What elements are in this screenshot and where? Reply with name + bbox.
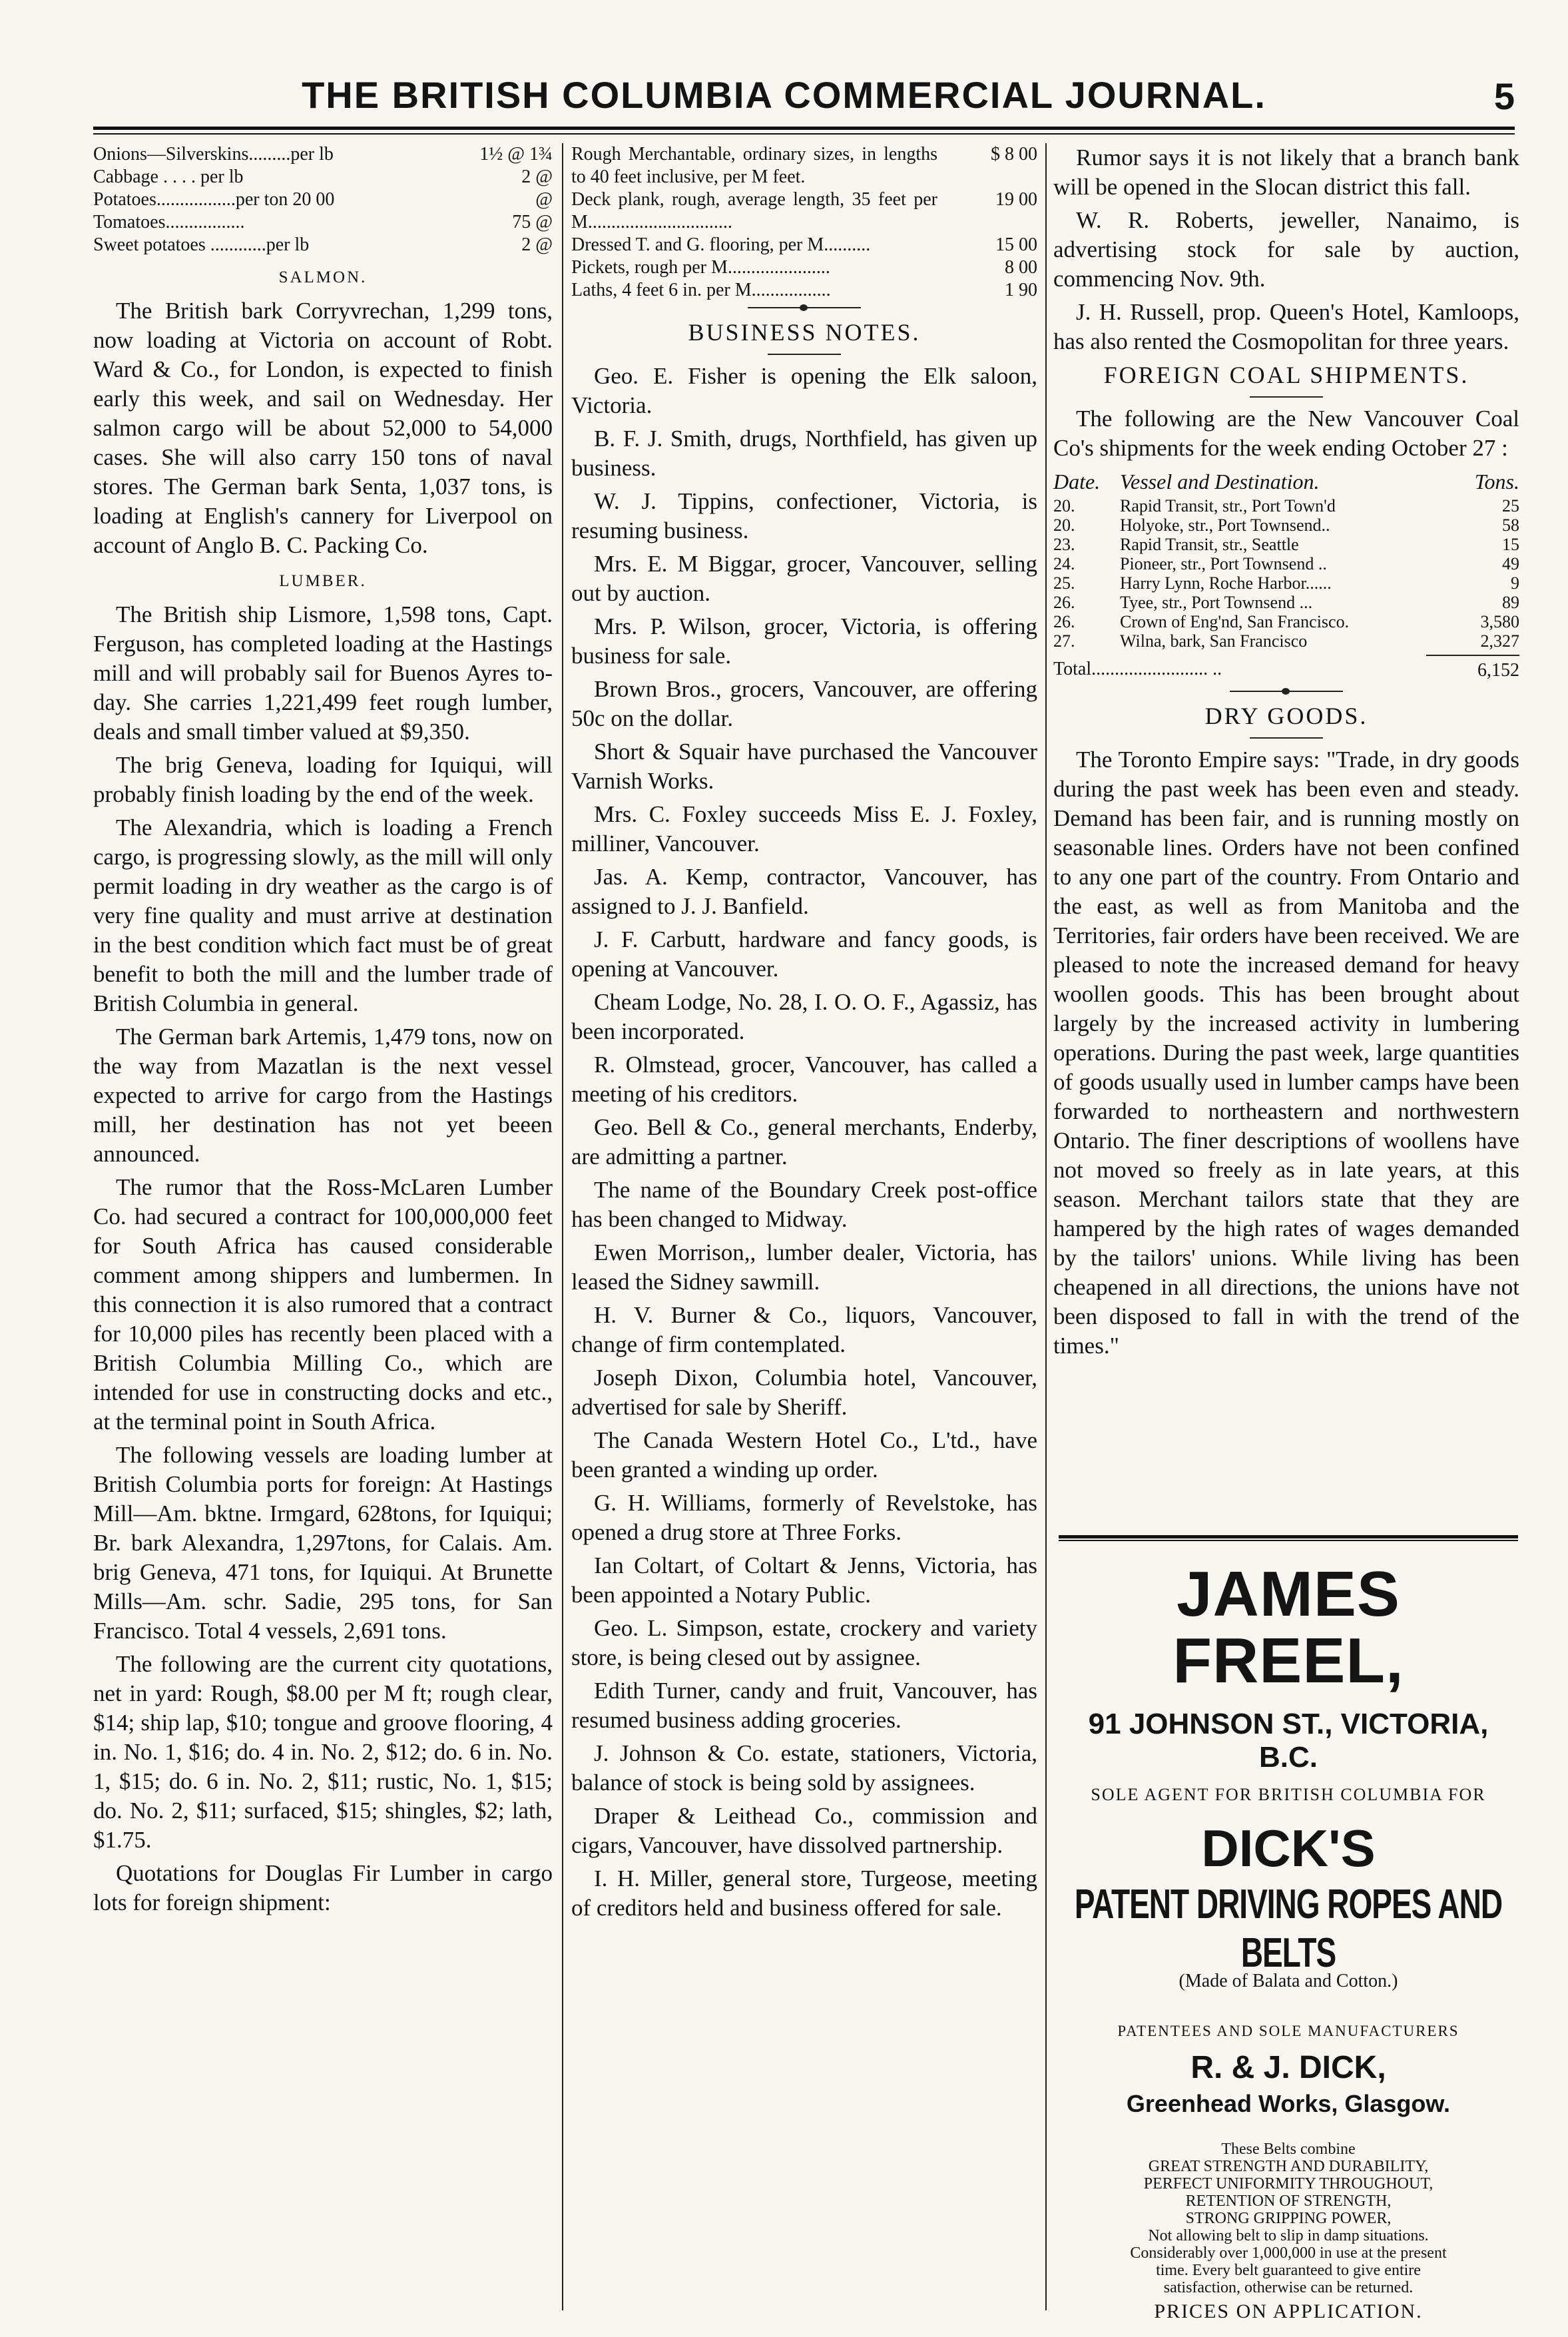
lumber-paragraph: The British ship Lismore, 1,598 tons, Capt. Ferguson, has completed loading at the Hastings mill and will probably sail for Buenos Ayres to-day. She carries 1,221,499 feet rough lumber, deals and small timber valued at $9,350. <box>93 601 553 745</box>
produce-row: Potatoes.................per ton 20 00 @ <box>93 189 553 210</box>
produce-row: Tomatoes................. 75 @ <box>93 212 553 232</box>
ad-rule-thin <box>1059 1540 1518 1541</box>
business-note: G. H. Williams, formerly of Revelstoke, has opened a drug store at Three Forks. <box>571 1490 1037 1545</box>
lumber-paragraph: The rumor that the Ross-McLaren Lumber Co. had secured a contract for 100,000,000 feet for South Africa has caused considerable comment among shippers and lumbermen. In this connection it is also rumored that a contract for 10,000 piles has recently been placed with a British Columbia Milling Co., which are intended for use in constructing docks and etc., at the terminal point in South Africa. <box>93 1174 553 1435</box>
salmon-paragraph: The British bark Corryvrechan, 1,299 tons, now loading at Victoria on account of Robt. Ward & Co., for London, is expected to finish early this week, and sail on Wednesday. Her salmon cargo will be about 52,000 to 54,000 cases. She will also carry 150 tons of naval stores. The German bark Senta, 1,037 tons, is loading at English's cannery for Liverpool on account of Anglo B. C. Packing Co. <box>93 298 553 558</box>
business-note: Edith Turner, candy and fruit, Vancouver, has resumed business adding groceries. <box>571 1678 1037 1733</box>
business-note: W. J. Tippins, confectioner, Victoria, is resuming business. <box>571 488 1037 543</box>
brand-name: DICK'S <box>1201 1819 1376 1877</box>
rate-row: Laths, 4 feet 6 in. per M................. 1 90 <box>571 280 1037 300</box>
business-note: Mrs. E. M Biggar, grocer, Vancouver, selling out by auction. <box>571 551 1037 606</box>
lumber-heading: LUMBER. <box>279 572 367 590</box>
coal-table <box>1053 496 1519 651</box>
coal-table-header: Date. Vessel and Destination. Tons. <box>1053 470 1519 494</box>
table-row: 24. Pioneer, str., Port Townsend .. 49 <box>1053 554 1519 573</box>
business-note: Ewen Morrison,, lumber dealer, Victoria, has leased the Sidney sawmill. <box>571 1239 1037 1295</box>
rate-row: Dressed T. and G. flooring, per M.......... 15 00 <box>571 234 1037 255</box>
section-divider <box>748 307 861 308</box>
header-rule-thin <box>93 133 1515 135</box>
dry-goods-heading: DRY GOODS. <box>1204 703 1368 729</box>
belts-description: These Belts combine GREAT STRENGTH AND DURABILITY, PERFECT UNIFORMITY THROUGHOUT, RETENTION OF STRENGTH, STRONG GRIPPING POWER, Not allowing belt to slip in damp situations. Considerably over 1,000,000 in use at the present time. Every belt guaranteed to give entire satisfaction, otherwise can be returned. <box>1130 2141 1447 2296</box>
header-rule-thick <box>93 127 1515 130</box>
table-row: 23. Rapid Transit, str., Seattle 15 <box>1053 535 1519 554</box>
lumber-paragraph: The Alexandria, which is loading a French cargo, is progressing slowly, as the mill will only permit loading in dry weather as the cargo is of very fine quality and must arrive at destination in the best condition which fact must be of great benefit to both the mill and the lumber trade of British Columbia in general. <box>93 815 553 1016</box>
business-notes-heading: BUSINESS NOTES. <box>688 319 921 346</box>
made-of-line: (Made of Balata and Cotton.) <box>1178 1971 1398 1991</box>
business-note: Geo. E. Fisher is opening the Elk saloon, Victoria. <box>571 363 1037 418</box>
section-divider <box>1230 691 1343 692</box>
ad-rule-thick <box>1059 1535 1518 1538</box>
lumber-paragraph: The following are the current city quotations, net in yard: Rough, $8.00 per M ft; rough clear, $14; ship lap, $10; tongue and groove flooring, 4 in. No. 1, $16; do. 4 in. No. 2, $12; do. 6 in. No. 1, $15; do. 6 in. No. 2, $11; rustic, No. 1, $15; do. No. 2, $11; surfaced, $15; shingles, $2; lath, $1.75. <box>93 1651 553 1853</box>
produce-prices <box>93 143 553 256</box>
page-number: 5 <box>1493 75 1515 117</box>
table-row: 20. Rapid Transit, str., Port Town'd 25 <box>1053 496 1519 515</box>
heading-rule <box>768 354 841 355</box>
business-note: B. F. J. Smith, drugs, Northfield, has given up business. <box>571 426 1037 481</box>
lumber-rates <box>571 143 1037 302</box>
business-note: R. Olmstead, grocer, Vancouver, has called a meeting of his creditors. <box>571 1052 1037 1107</box>
rate-row: Deck plank, rough, average length, 35 feet per M............................... 19 00 <box>571 189 1037 232</box>
coal-intro: The following are the New Vancouver Coal Co's shipments for the week ending October 27 : <box>1053 406 1519 461</box>
business-note: Geo. L. Simpson, estate, crockery and variety store, is being clesed out by assignee. <box>571 1615 1037 1670</box>
business-note: The Canada Western Hotel Co., L'td., have been granted a winding up order. <box>571 1427 1037 1483</box>
business-note: Mrs. C. Foxley succeeds Miss E. J. Foxley, milliner, Vancouver. <box>571 801 1037 856</box>
business-note: Joseph Dixon, Columbia hotel, Vancouver, advertised for sale by Sheriff. <box>571 1365 1037 1420</box>
business-note: Ian Coltart, of Coltart & Jenns, Victoria, has been appointed a Notary Public. <box>571 1552 1037 1608</box>
roberts-paragraph: W. R. Roberts, jeweller, Nanaimo, is advertising stock for sale by auction, commencing Nov. 9th. <box>1053 207 1519 292</box>
table-row: 20. Holyoke, str., Port Townsend.. 58 <box>1053 515 1519 535</box>
column-2 <box>571 143 1037 1927</box>
table-row: 27. Wilna, bark, San Francisco 2,327 <box>1053 631 1519 651</box>
produce-row: Cabbage . . . . per lb 2 @ <box>93 167 553 187</box>
table-row: 25. Harry Lynn, Roche Harbor...... 9 <box>1053 573 1519 593</box>
lumber-paragraph: The following vessels are loading lumber at British Columbia ports for foreign: At Hastings Mill—Am. bktne. Irmgard, 628tons, for Iquiqui; Br. bark Alexandra, 1,297tons, for Calais. Am. brig Geneva, 471 tons, for Iquiqui. At Brunette Mills—Am. schr. Sadie, 295 tons, for San Francisco. Total 4 vessels, 2,691 tons. <box>93 1442 553 1644</box>
prices-line: PRICES ON APPLICATION. <box>1154 2300 1423 2322</box>
rate-row: Rough Merchantable, ordinary sizes, in lengths to 40 feet inclusive, per M feet. $ 8 00 <box>571 144 1037 187</box>
heading-rule <box>1250 737 1323 739</box>
salmon-heading: SALMON. <box>278 268 368 286</box>
business-note: J. F. Carbutt, hardware and fancy goods, is opening at Vancouver. <box>571 926 1037 982</box>
business-note: Jas. A. Kemp, contractor, Vancouver, has assigned to J. J. Banfield. <box>571 864 1037 919</box>
business-note: I. H. Miller, general store, Turgeose, meeting of creditors held and business offered for sale. <box>571 1865 1037 1921</box>
lumber-paragraph: Quotations for Douglas Fir Lumber in cargo lots for foreign shipment: <box>93 1860 553 1915</box>
table-row: 26. Tyee, str., Port Townsend ... 89 <box>1053 593 1519 612</box>
produce-row: Onions—Silverskins.........per lb 1½ @ 1¾ <box>93 144 553 165</box>
dry-goods-paragraph: The Toronto Empire says: "Trade, in dry goods during the past week has been even and steady. Demand has been fair, and is running mostly on seasonable lines. Orders have not been confined to any one part of the country. From Ontario and the east, as well as from Manitoba and the Territories, fair orders have been received. We are pleased to note the increased demand for heavy woollen goods. This has been brought about largely by the increased activity in lumbering operations. During the past week, large quantities of goods usually used in lumber camps have been forwarded to northeastern and northwestern Ontario. The finer descriptions of woollens have not moved so freely as in late years, at this season. Merchant tailors state that they are hampered by the high rates of wages demanded by the tailors' unions. While living has been cheapened in all directions, the unions have not been disposed to fall in with the trend of the times." <box>1053 747 1519 1359</box>
business-note: Draper & Leithead Co., commission and cigars, Vancouver, have dissolved partnership. <box>571 1803 1037 1858</box>
column-1 <box>93 143 553 1921</box>
coal-shipments-heading: FOREIGN COAL SHIPMENTS. <box>1103 362 1469 388</box>
james-freel-advertisement <box>1059 1535 1518 2323</box>
business-note: H. V. Burner & Co., liquors, Vancouver, change of firm contemplated. <box>571 1302 1037 1357</box>
rumor-paragraph: Rumor says it is not likely that a branch bank will be opened in the Slocan district this fall. <box>1053 145 1519 200</box>
lumber-paragraph: The German bark Artemis, 1,479 tons, now on the way from Mazatlan is the next vessel expected to arrive for cargo from the Hastings mill, her destination has not yet beeen announced. <box>93 1024 553 1167</box>
business-note: The name of the Boundary Creek post-office has been changed to Midway. <box>571 1177 1037 1232</box>
lumber-paragraph: The brig Geneva, loading for Iquiqui, will probably finish loading by the end of the week. <box>93 752 553 807</box>
russell-paragraph: J. H. Russell, prop. Queen's Hotel, Kamloops, has also rented the Cosmopolitan for three years. <box>1053 299 1519 354</box>
column-divider-1 <box>562 143 563 2310</box>
business-note: Cheam Lodge, No. 28, I. O. O. F., Agassiz, has been incorporated. <box>571 989 1037 1044</box>
masthead <box>0 0 1568 127</box>
journal-title: THE BRITISH COLUMBIA COMMERCIAL JOURNAL. <box>302 74 1266 116</box>
product-line: PATENT DRIVING ROPES AND BELTS <box>1074 1880 1503 1976</box>
heading-rule <box>1250 396 1323 398</box>
column-divider-2 <box>1045 143 1047 2310</box>
table-row: 26. Crown of Eng'nd, San Francisco. 3,580 <box>1053 612 1519 631</box>
business-note: Geo. Bell & Co., general merchants, Enderby, are admitting a partner. <box>571 1114 1037 1169</box>
works-line: Greenhead Works, Glasgow. <box>1126 2090 1451 2117</box>
business-note: Mrs. P. Wilson, grocer, Victoria, is offering business for sale. <box>571 613 1037 669</box>
business-note: J. Johnson & Co. estate, stationers, Victoria, balance of stock is being sold by assignees. <box>571 1740 1037 1796</box>
maker-name: R. & J. DICK, <box>1190 2050 1386 2085</box>
sole-agent-line: SOLE AGENT FOR BRITISH COLUMBIA FOR <box>1091 1785 1486 1804</box>
patentees-line: PATENTEES AND SOLE MANUFACTURERS <box>1117 2023 1459 2039</box>
business-note: Short & Squair have purchased the Vancouver Varnish Works. <box>571 739 1037 794</box>
rate-row: Pickets, rough per M...................... 8 00 <box>571 257 1037 278</box>
coal-total-row: Total......................... .. 6,152 <box>1053 655 1519 685</box>
produce-row: Sweet potatoes ............per lb 2 @ <box>93 234 553 255</box>
business-note: Brown Bros., grocers, Vancouver, are offering 50c on the dollar. <box>571 676 1037 731</box>
advertiser-address: 91 JOHNSON ST., VICTORIA, B.C. <box>1088 1708 1489 1774</box>
column-3 <box>1053 143 1519 1365</box>
advertiser-name: JAMES FREEL, <box>1173 1558 1404 1696</box>
